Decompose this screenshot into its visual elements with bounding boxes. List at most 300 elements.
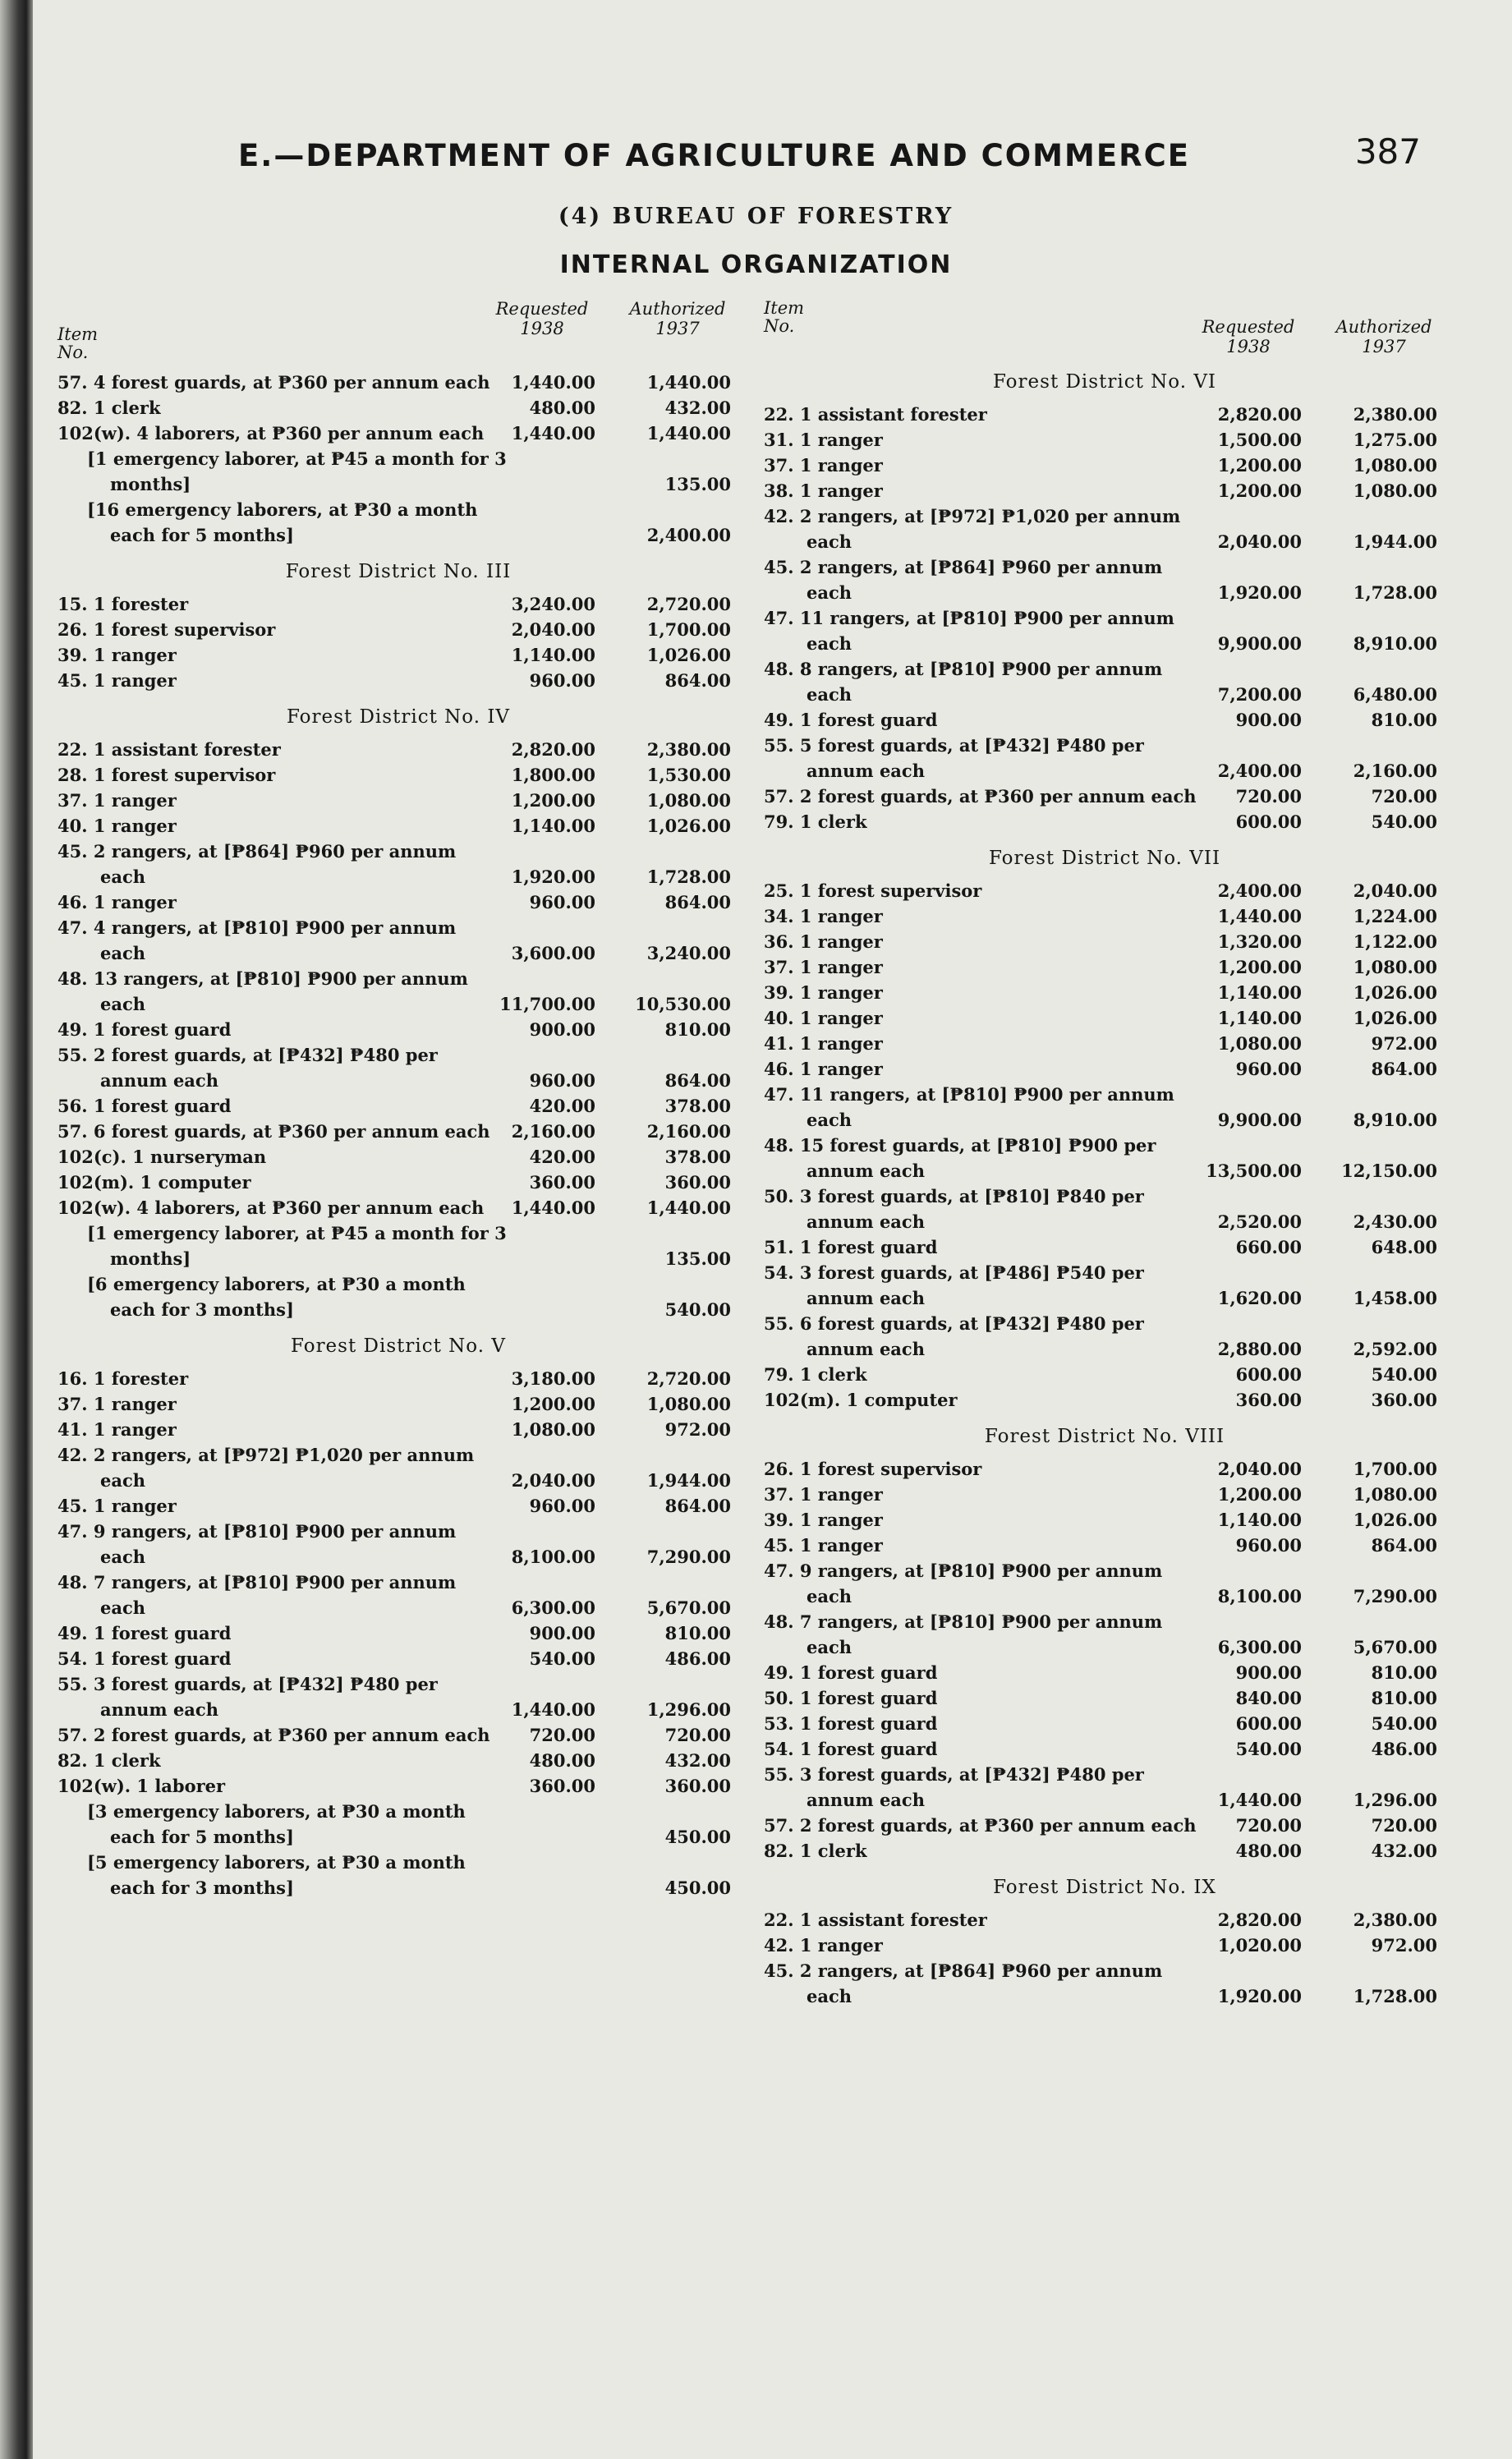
- authorized-amount: 1,080.00: [1353, 1484, 1437, 1505]
- position-description: 57. 2 forest guards, at ₱360 per annum each: [57, 1725, 490, 1745]
- table-row: [57, 446, 739, 497]
- authorized-amount: 2,380.00: [646, 739, 731, 760]
- position-description: 53. 1 forest guard: [764, 1713, 938, 1734]
- position-description: [6 emergency laborers, at ₱30 a month each for 3 months]: [87, 1274, 466, 1320]
- authorized-amount: 1,080.00: [646, 1394, 731, 1414]
- authorized-amount: 972.00: [1371, 1935, 1437, 1956]
- requested-amount: 540.00: [1235, 1739, 1302, 1759]
- authorized-amount: 1,944.00: [646, 1470, 731, 1491]
- authorized-label: Authorized: [1335, 317, 1432, 337]
- requested-amount: 1,200.00: [1217, 480, 1302, 501]
- position-description: 102(c). 1 nurseryman: [57, 1147, 267, 1167]
- district-viii-rows: [764, 1456, 1445, 1864]
- table-row: [764, 554, 1445, 605]
- position-description: [16 emergency laborers, at ₱30 a month each for 5 months]: [87, 499, 478, 545]
- table-row: [764, 1660, 1445, 1685]
- requested-amount: 1,440.00: [511, 1699, 595, 1720]
- authorized-amount: 2,400.00: [646, 525, 731, 545]
- table-row: [57, 395, 739, 421]
- requested-amount: 600.00: [1235, 811, 1302, 832]
- table-row: [57, 1748, 739, 1773]
- requested-amount: 420.00: [529, 1096, 595, 1116]
- authorized-amount: 1,728.00: [1353, 582, 1437, 603]
- position-description: 49. 1 forest guard: [764, 710, 938, 730]
- table-row: [764, 1838, 1445, 1864]
- requested-amount: 360.00: [1235, 1390, 1302, 1410]
- authorized-amount: 1,026.00: [646, 816, 731, 836]
- table-row: [57, 642, 739, 668]
- position-description: 48. 7 rangers, at [₱810] ₱900 per annum each: [57, 1572, 457, 1618]
- bureau-title: (4) BUREAU OF FORESTRY: [558, 204, 954, 229]
- position-description: 42. 2 rangers, at [₱972] ₱1,020 per annum each: [57, 1445, 475, 1491]
- authorized-amount: 1,026.00: [1353, 982, 1437, 1003]
- requested-amount: 3,180.00: [511, 1368, 595, 1389]
- requested-amount: 1,020.00: [1217, 1935, 1302, 1956]
- page-number: 387: [1354, 131, 1421, 172]
- requested-amount: 660.00: [1235, 1237, 1302, 1257]
- authorized-amount: 1,458.00: [1353, 1288, 1437, 1308]
- requested-amount: 3,600.00: [511, 943, 595, 963]
- position-description: 57. 6 forest guards, at ₱360 per annum each: [57, 1121, 490, 1142]
- table-row: [764, 1184, 1445, 1234]
- requested-amount: 960.00: [529, 1070, 595, 1091]
- requested-amount: 2,400.00: [1217, 880, 1302, 901]
- authorized-amount: 1,700.00: [1353, 1459, 1437, 1479]
- requested-amount: 600.00: [1235, 1364, 1302, 1385]
- district-ix-rows: [764, 1907, 1445, 2009]
- requested-heading: [468, 299, 616, 338]
- requested-amount: 480.00: [529, 398, 595, 418]
- authorized-amount: 2,380.00: [1353, 1910, 1437, 1930]
- table-row: [57, 1220, 739, 1271]
- table-row: [764, 1056, 1445, 1082]
- position-description: 47. 11 rangers, at [₱810] ₱900 per annum each: [764, 608, 1174, 654]
- authorized-amount: 2,040.00: [1353, 880, 1437, 901]
- table-row: [57, 1442, 739, 1493]
- authorized-amount: 972.00: [664, 1419, 731, 1440]
- requested-amount: 2,040.00: [1217, 1459, 1302, 1479]
- authorized-amount: 360.00: [664, 1776, 731, 1796]
- position-description: 41. 1 ranger: [57, 1419, 177, 1440]
- requested-amount: 2,880.00: [1217, 1339, 1302, 1359]
- column-header: [764, 296, 1445, 370]
- requested-amount: 360.00: [529, 1776, 595, 1796]
- requested-amount: 9,900.00: [1217, 633, 1302, 654]
- authorized-amount: 432.00: [664, 1750, 731, 1771]
- table-row: [764, 1907, 1445, 1933]
- requested-year: 1938: [520, 319, 564, 338]
- requested-amount: 1,080.00: [1217, 1033, 1302, 1054]
- authorized-amount: 360.00: [1371, 1390, 1437, 1410]
- table-row: [764, 402, 1445, 427]
- table-row: [57, 762, 739, 788]
- requested-amount: 2,040.00: [511, 619, 595, 640]
- table-row: [57, 1417, 739, 1442]
- authorized-amount: 1,080.00: [646, 790, 731, 811]
- left-column: [57, 296, 739, 1901]
- table-row: [764, 1482, 1445, 1507]
- authorized-amount: 864.00: [1371, 1535, 1437, 1556]
- requested-amount: 1,920.00: [511, 866, 595, 887]
- requested-amount: 540.00: [529, 1648, 595, 1669]
- position-description: 102(w). 4 laborers, at ₱360 per annum each: [57, 1197, 485, 1218]
- authorized-amount: 6,480.00: [1353, 684, 1437, 705]
- position-description: 45. 1 ranger: [764, 1535, 883, 1556]
- table-row: [764, 427, 1445, 453]
- position-description: 15. 1 forester: [57, 594, 189, 614]
- position-description: 48. 15 forest guards, at [₱810] ₱900 per annum each: [764, 1135, 1156, 1181]
- position-description: [5 emergency laborers, at ₱30 a month each for 3 months]: [87, 1852, 466, 1898]
- authorized-amount: 2,160.00: [646, 1121, 731, 1142]
- authorized-amount: 486.00: [664, 1648, 731, 1669]
- position-description: 16. 1 forester: [57, 1368, 189, 1389]
- position-description: 55. 5 forest guards, at [₱432] ₱480 per annum each: [764, 735, 1144, 781]
- authorized-amount: 2,720.00: [646, 1368, 731, 1389]
- table-row: [57, 421, 739, 446]
- district-heading-vii: Forest District No. VII: [988, 848, 1221, 869]
- table-row: [764, 1387, 1445, 1413]
- requested-amount: 2,820.00: [1217, 1910, 1302, 1930]
- authorized-amount: 648.00: [1371, 1237, 1437, 1257]
- right-column: [764, 296, 1445, 2009]
- position-description: 26. 1 forest supervisor: [764, 1459, 982, 1479]
- authorized-amount: 1,296.00: [646, 1699, 731, 1720]
- authorized-amount: 540.00: [664, 1299, 731, 1320]
- requested-year: 1938: [1226, 337, 1271, 356]
- requested-amount: 900.00: [529, 1623, 595, 1643]
- position-description: 40. 1 ranger: [57, 816, 177, 836]
- table-row: [57, 1671, 739, 1722]
- item-heading: Item: [764, 298, 805, 318]
- table-row: [764, 1958, 1445, 2009]
- position-description: 45. 2 rangers, at [₱864] ₱960 per annum each: [764, 557, 1163, 603]
- requested-amount: 1,320.00: [1217, 931, 1302, 952]
- requested-amount: 2,820.00: [1217, 404, 1302, 425]
- position-description: 55. 2 forest guards, at [₱432] ₱480 per annum each: [57, 1045, 438, 1091]
- table-row: [57, 1570, 739, 1620]
- requested-amount: 960.00: [529, 892, 595, 912]
- table-row: [764, 1005, 1445, 1031]
- authorized-amount: 1,530.00: [646, 765, 731, 785]
- position-description: 57. 2 forest guards, at ₱360 per annum each: [764, 786, 1197, 807]
- requested-amount: 960.00: [1235, 1059, 1302, 1079]
- table-row: [764, 1762, 1445, 1813]
- requested-amount: 1,140.00: [511, 645, 595, 665]
- requested-amount: 1,200.00: [511, 790, 595, 811]
- authorized-amount: 1,728.00: [646, 866, 731, 887]
- table-row: [764, 929, 1445, 954]
- table-row: [764, 1031, 1445, 1056]
- position-description: 50. 1 forest guard: [764, 1688, 938, 1708]
- authorized-amount: 1,080.00: [1353, 957, 1437, 977]
- requested-amount: 1,440.00: [511, 372, 595, 393]
- requested-amount: 1,440.00: [1217, 906, 1302, 926]
- requested-amount: 2,820.00: [511, 739, 595, 760]
- requested-amount: 480.00: [529, 1750, 595, 1771]
- authorized-amount: 972.00: [1371, 1033, 1437, 1054]
- authorized-amount: 810.00: [664, 1019, 731, 1040]
- table-row: [57, 1119, 739, 1144]
- table-row: [764, 453, 1445, 478]
- position-description: 37. 1 ranger: [764, 1484, 883, 1505]
- authorized-amount: 7,290.00: [646, 1547, 731, 1567]
- table-row: [764, 980, 1445, 1005]
- table-row: [57, 966, 739, 1017]
- position-description: 34. 1 ranger: [764, 906, 883, 926]
- requested-label: Requested: [495, 299, 589, 319]
- requested-amount: 1,200.00: [1217, 455, 1302, 476]
- authorized-amount: 486.00: [1371, 1739, 1437, 1759]
- authorized-amount: 378.00: [664, 1147, 731, 1167]
- requested-heading: [1174, 317, 1322, 356]
- position-description: 55. 6 forest guards, at [₱432] ₱480 per annum each: [764, 1313, 1144, 1359]
- requested-amount: 1,140.00: [1217, 982, 1302, 1003]
- table-row: [764, 1362, 1445, 1387]
- table-row: [764, 605, 1445, 656]
- requested-amount: 6,300.00: [1217, 1637, 1302, 1657]
- requested-amount: 8,100.00: [1217, 1586, 1302, 1606]
- table-row: [764, 1456, 1445, 1482]
- position-description: 54. 3 forest guards, at [₱486] ₱540 per annum each: [764, 1262, 1144, 1308]
- table-row: [57, 1773, 739, 1799]
- authorized-amount: 1,944.00: [1353, 531, 1437, 552]
- page-header: [238, 131, 1421, 189]
- district-heading-ix: Forest District No. IX: [993, 1877, 1216, 1898]
- position-description: 25. 1 forest supervisor: [764, 880, 982, 901]
- authorized-amount: 1,296.00: [1353, 1790, 1437, 1810]
- table-row: [57, 1144, 739, 1170]
- position-description: 41. 1 ranger: [764, 1033, 883, 1054]
- table-row: [57, 737, 739, 762]
- authorized-amount: 1,224.00: [1353, 906, 1437, 926]
- authorized-amount: 1,080.00: [1353, 455, 1437, 476]
- position-description: 82. 1 clerk: [57, 1750, 161, 1771]
- position-description: 55. 3 forest guards, at [₱432] ₱480 per annum each: [57, 1674, 438, 1720]
- authorized-amount: 864.00: [664, 1070, 731, 1091]
- table-row: [57, 1799, 739, 1850]
- requested-amount: 1,200.00: [511, 1394, 595, 1414]
- position-description: 45. 2 rangers, at [₱864] ₱960 per annum each: [764, 1960, 1163, 2006]
- position-description: 28. 1 forest supervisor: [57, 765, 276, 785]
- authorized-amount: 432.00: [664, 398, 731, 418]
- table-row: [764, 707, 1445, 733]
- authorized-amount: 1,026.00: [1353, 1008, 1437, 1028]
- position-description: 42. 1 ranger: [764, 1935, 883, 1956]
- authorized-amount: 540.00: [1371, 811, 1437, 832]
- table-row: [57, 889, 739, 915]
- authorized-amount: 2,380.00: [1353, 404, 1437, 425]
- table-row: [764, 1736, 1445, 1762]
- item-heading: Item: [57, 324, 99, 344]
- table-row: [764, 784, 1445, 809]
- position-description: 22. 1 assistant forester: [764, 1910, 987, 1930]
- position-description: 48. 8 rangers, at [₱810] ₱900 per annum each: [764, 659, 1163, 705]
- position-description: 37. 1 ranger: [57, 790, 177, 811]
- position-description: 36. 1 ranger: [764, 931, 883, 952]
- table-row: [764, 1082, 1445, 1133]
- authorized-amount: 810.00: [1371, 710, 1437, 730]
- position-description: 46. 1 ranger: [764, 1059, 883, 1079]
- continued-rows: [57, 370, 739, 548]
- table-row: [764, 733, 1445, 784]
- table-row: [764, 1507, 1445, 1533]
- district-heading-v: Forest District No. V: [291, 1335, 506, 1357]
- item-number-heading: [764, 299, 804, 335]
- authorized-amount: 864.00: [664, 892, 731, 912]
- position-description: 82. 1 clerk: [764, 1841, 867, 1861]
- table-row: [57, 668, 739, 693]
- authorized-amount: 2,720.00: [646, 594, 731, 614]
- requested-amount: 11,700.00: [499, 994, 595, 1014]
- authorized-heading: [1310, 317, 1458, 356]
- requested-amount: 1,800.00: [511, 765, 595, 785]
- position-description: 31. 1 ranger: [764, 430, 883, 450]
- position-description: 39. 1 ranger: [764, 982, 883, 1003]
- table-row: [764, 656, 1445, 707]
- authorized-amount: 864.00: [1371, 1059, 1437, 1079]
- authorized-amount: 1,440.00: [646, 372, 731, 393]
- table-row: [57, 1493, 739, 1519]
- district-heading-viii: Forest District No. VIII: [984, 1426, 1225, 1447]
- authorized-heading: [604, 299, 751, 338]
- table-row: [764, 1711, 1445, 1736]
- position-description: 22. 1 assistant forester: [57, 739, 281, 760]
- position-description: 54. 1 forest guard: [57, 1648, 232, 1669]
- table-row: [764, 809, 1445, 834]
- requested-amount: 900.00: [529, 1019, 595, 1040]
- authorized-amount: 1,275.00: [1353, 430, 1437, 450]
- requested-amount: 8,100.00: [511, 1547, 595, 1567]
- table-row: [764, 954, 1445, 980]
- position-description: 26. 1 forest supervisor: [57, 619, 276, 640]
- no-heading: No.: [764, 316, 795, 336]
- authorized-amount: 135.00: [664, 474, 731, 494]
- authorized-amount: 864.00: [664, 1496, 731, 1516]
- position-description: 57. 2 forest guards, at ₱360 per annum each: [764, 1815, 1197, 1836]
- authorized-amount: 8,910.00: [1353, 633, 1437, 654]
- position-description: 49. 1 forest guard: [764, 1662, 938, 1683]
- table-row: [57, 1042, 739, 1093]
- authorized-amount: 1,080.00: [1353, 480, 1437, 501]
- requested-amount: 960.00: [529, 1496, 595, 1516]
- district-heading-iii: Forest District No. III: [285, 561, 512, 582]
- table-row: [57, 1646, 739, 1671]
- position-description: [1 emergency laborer, at ₱45 a month for 3 months]: [87, 448, 507, 494]
- authorized-amount: 1,728.00: [1353, 1986, 1437, 2006]
- authorized-amount: 2,430.00: [1353, 1211, 1437, 1232]
- requested-amount: 840.00: [1235, 1688, 1302, 1708]
- position-description: [1 emergency laborer, at ₱45 a month for 3 months]: [87, 1223, 507, 1269]
- authorized-year: 1937: [655, 319, 700, 338]
- position-description: 54. 1 forest guard: [764, 1739, 938, 1759]
- table-row: [57, 1620, 739, 1646]
- table-row: [57, 1271, 739, 1322]
- authorized-amount: 2,160.00: [1353, 761, 1437, 781]
- requested-amount: 480.00: [1235, 1841, 1302, 1861]
- authorized-year: 1937: [1362, 337, 1406, 356]
- authorized-amount: 12,150.00: [1341, 1161, 1437, 1181]
- position-description: 48. 13 rangers, at [₱810] ₱900 per annum each: [57, 968, 468, 1014]
- requested-amount: 720.00: [1235, 1815, 1302, 1836]
- requested-amount: 360.00: [529, 1172, 595, 1193]
- requested-amount: 960.00: [529, 670, 595, 691]
- table-row: [57, 1366, 739, 1391]
- table-row: [57, 1850, 739, 1901]
- requested-amount: 7,200.00: [1217, 684, 1302, 705]
- authorized-amount: 2,592.00: [1353, 1339, 1437, 1359]
- authorized-amount: 3,240.00: [646, 943, 731, 963]
- authorized-amount: 432.00: [1371, 1841, 1437, 1861]
- requested-amount: 9,900.00: [1217, 1110, 1302, 1130]
- position-description: [3 emergency laborers, at ₱30 a month each for 5 months]: [87, 1801, 466, 1847]
- authorized-amount: 10,530.00: [635, 994, 731, 1014]
- authorized-label: Authorized: [629, 299, 726, 319]
- requested-amount: 600.00: [1235, 1713, 1302, 1734]
- requested-amount: 1,140.00: [1217, 1008, 1302, 1028]
- requested-amount: 2,400.00: [1217, 761, 1302, 781]
- table-row: [57, 591, 739, 617]
- requested-amount: 420.00: [529, 1147, 595, 1167]
- authorized-amount: 5,670.00: [646, 1597, 731, 1618]
- authorized-amount: 810.00: [1371, 1688, 1437, 1708]
- requested-amount: 1,500.00: [1217, 430, 1302, 450]
- district-v-rows: [57, 1366, 739, 1901]
- requested-amount: 1,440.00: [511, 423, 595, 444]
- requested-amount: 1,080.00: [511, 1419, 595, 1440]
- position-description: 47. 9 rangers, at [₱810] ₱900 per annum each: [764, 1560, 1163, 1606]
- district-iv-rows: [57, 737, 739, 1322]
- table-row: [57, 617, 739, 642]
- requested-amount: 1,200.00: [1217, 957, 1302, 977]
- authorized-amount: 450.00: [664, 1878, 731, 1898]
- table-row: [764, 478, 1445, 503]
- position-description: 102(w). 4 laborers, at ₱360 per annum each: [57, 423, 485, 444]
- requested-amount: 1,620.00: [1217, 1288, 1302, 1308]
- position-description: 55. 3 forest guards, at [₱432] ₱480 per annum each: [764, 1764, 1144, 1810]
- position-description: 39. 1 ranger: [764, 1510, 883, 1530]
- table-row: [764, 1609, 1445, 1660]
- authorized-amount: 1,026.00: [1353, 1510, 1437, 1530]
- table-row: [764, 1933, 1445, 1958]
- no-heading: No.: [57, 342, 89, 362]
- authorized-amount: 720.00: [1371, 1815, 1437, 1836]
- position-description: 102(m). 1 computer: [57, 1172, 251, 1193]
- position-description: 42. 2 rangers, at [₱972] ₱1,020 per annum each: [764, 506, 1181, 552]
- position-description: 38. 1 ranger: [764, 480, 883, 501]
- column-header: [57, 296, 739, 370]
- requested-amount: 720.00: [1235, 786, 1302, 807]
- table-row: [764, 1533, 1445, 1558]
- requested-amount: 1,440.00: [1217, 1790, 1302, 1810]
- table-row: [57, 1391, 739, 1417]
- district-vi-rows: [764, 402, 1445, 834]
- requested-amount: 13,500.00: [1206, 1161, 1302, 1181]
- requested-amount: 2,160.00: [511, 1121, 595, 1142]
- position-description: 22. 1 assistant forester: [764, 404, 987, 425]
- table-row: [57, 1519, 739, 1570]
- position-description: 79. 1 clerk: [764, 1364, 867, 1385]
- requested-amount: 1,200.00: [1217, 1484, 1302, 1505]
- table-row: [764, 1558, 1445, 1609]
- item-number-heading: [57, 325, 98, 361]
- table-row: [57, 1093, 739, 1119]
- position-description: 45. 2 rangers, at [₱864] ₱960 per annum each: [57, 841, 457, 887]
- position-description: 102(w). 1 laborer: [57, 1776, 226, 1796]
- position-description: 82. 1 clerk: [57, 398, 161, 418]
- table-row: [57, 915, 739, 966]
- requested-amount: 1,140.00: [511, 816, 595, 836]
- table-row: [57, 813, 739, 839]
